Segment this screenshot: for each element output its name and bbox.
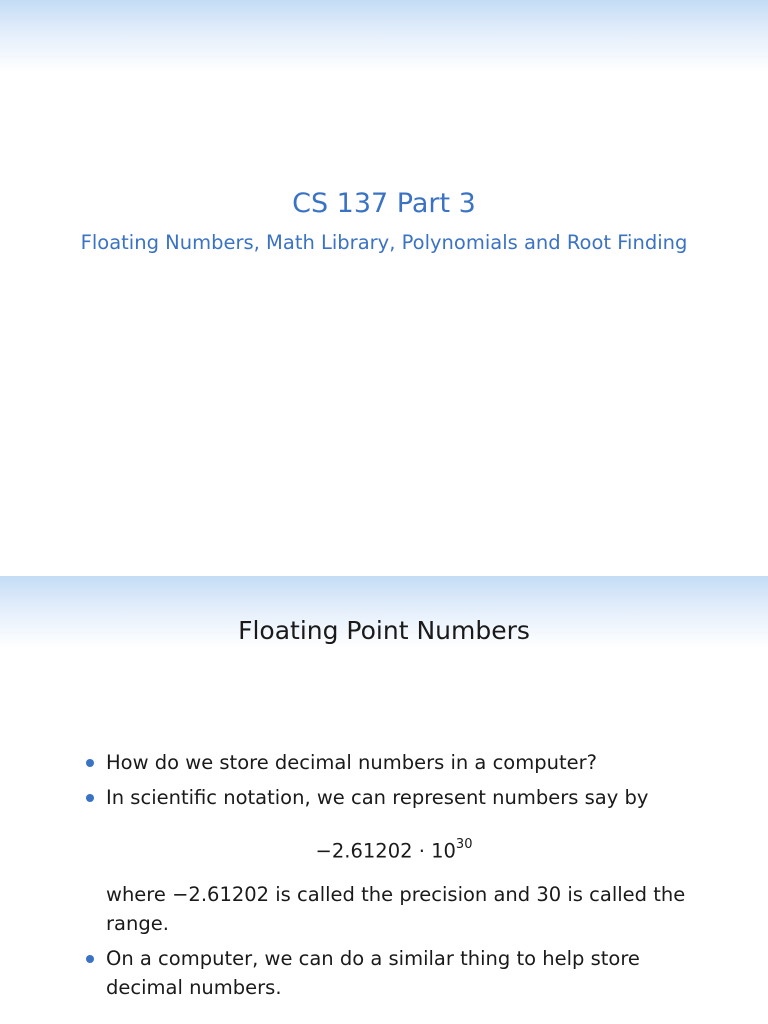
bullet-item: [84, 944, 704, 1002]
presentation-title: CS 137 Part 3: [292, 188, 476, 219]
bullet-list: [84, 748, 704, 1002]
presentation-subtitle: Floating Numbers, Math Library, Polynomials and Root Finding: [80, 231, 688, 254]
formula-mantissa: −2.61202 · 10: [315, 839, 456, 863]
bullet-icon: [86, 794, 94, 802]
math-formula: [84, 832, 704, 866]
bullet-text: On a computer, we can do a similar thing to help store decimal numbers.: [106, 946, 640, 999]
bullet-text: In scientific notation, we can represent numbers say by: [106, 786, 649, 809]
frame-title: Floating Point Numbers: [238, 616, 530, 645]
bullet-icon: [86, 759, 94, 767]
content-slide: [0, 576, 768, 1024]
bullet-continuation-text: where −2.61202 is called the precision and 30 is called the range.: [106, 882, 686, 935]
bullet-text: How do we store decimal numbers in a computer?: [106, 751, 597, 774]
bullet-icon: [86, 955, 94, 963]
header-gradient-band: [0, 0, 768, 72]
bullet-item: [84, 783, 704, 938]
bullet-item: [84, 748, 704, 777]
formula-exponent: 30: [455, 837, 473, 852]
